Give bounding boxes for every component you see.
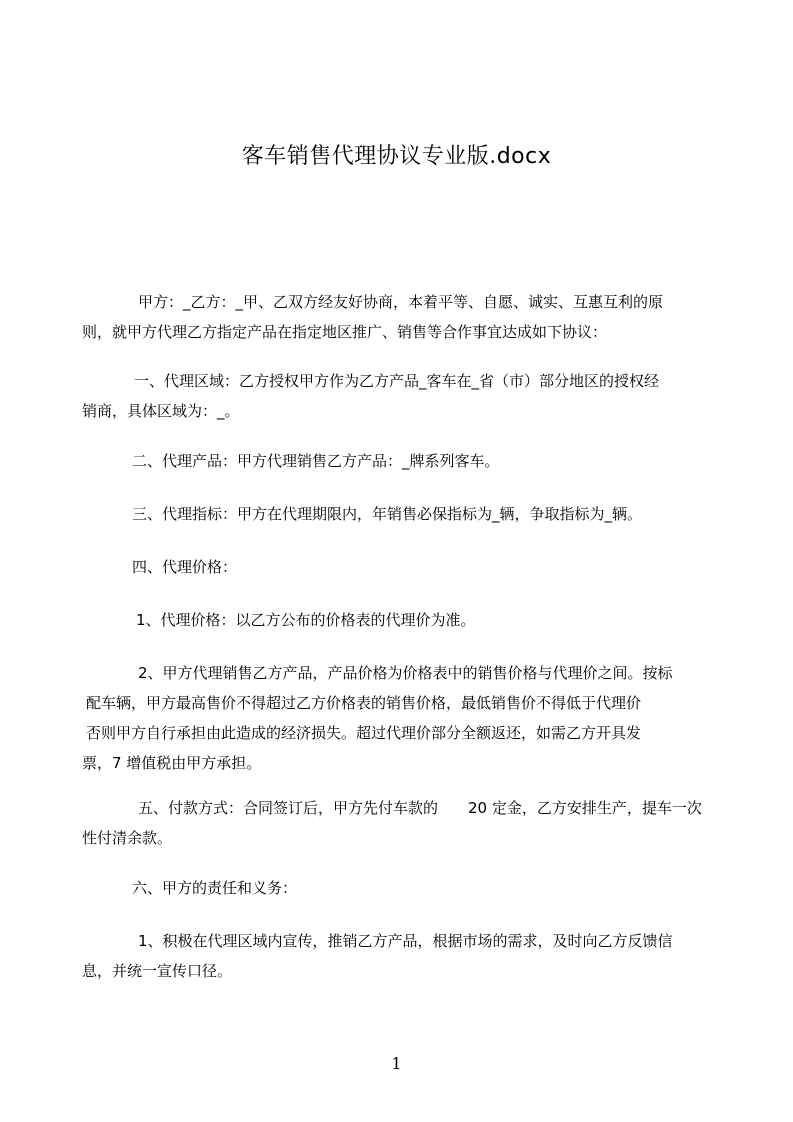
page-number: 1 xyxy=(391,1054,402,1073)
document-title: 客车销售代理协议专业版.docx xyxy=(241,144,552,169)
paragraph-line: 性付清余款。 xyxy=(82,829,173,847)
paragraph-targets xyxy=(132,499,712,529)
paragraph-line: 五、付款方式：合同签订后，甲方先付车款的 20 定金，乙方安排生产，提车一次 xyxy=(138,799,702,817)
paragraph-line: 四、代理价格： xyxy=(132,558,238,576)
paragraph-products xyxy=(132,446,712,476)
paragraph-pricing-heading xyxy=(132,552,712,582)
paragraph-parties xyxy=(82,287,712,347)
paragraph-line: 甲方：_乙方：_甲、乙双方经友好协商，本着平等、自愿、诚实、互惠互利的原 xyxy=(138,293,664,311)
paragraph-line: 六、甲方的责任和义务： xyxy=(132,879,298,897)
paragraph-duties-heading xyxy=(132,873,712,903)
paragraph-line: 二、代理产品：甲方代理销售乙方产品：_牌系列客车。 xyxy=(132,452,500,470)
paragraph-line: 配车辆，甲方最高售价不得超过乙方价格表的销售价格，最低销售价不得低于代理价 xyxy=(86,694,642,712)
paragraph-line: 一、代理区域：乙方授权甲方作为乙方产品_客车在_省（市）部分地区的授权经 xyxy=(134,372,660,390)
paragraph-line: 销商，具体区域为：_。 xyxy=(82,402,240,420)
paragraph-pricing-1 xyxy=(132,605,712,635)
paragraph-line: 1、积极在代理区域内宣传，推销乙方产品，根据市场的需求，及时向乙方反馈信 xyxy=(138,932,673,950)
paragraph-payment xyxy=(82,793,712,853)
paragraph-line: 则，就甲方代理乙方指定产品在指定地区推广、销售等合作事宜达成如下协议： xyxy=(82,323,608,341)
paragraph-line: 否则甲方自行承担由此造成的经济损失。超过代理价部分全额返还，如需乙方开具发 xyxy=(86,724,642,742)
paragraph-line: 1、代理价格：以乙方公布的价格表的代理价为准。 xyxy=(136,611,476,629)
paragraph-duty-1 xyxy=(82,926,712,986)
paragraph-pricing-2 xyxy=(82,658,712,778)
paragraph-line: 三、代理指标：甲方在代理期限内，年销售必保指标为_辆，争取指标为_辆。 xyxy=(132,505,643,523)
paragraph-line: 息，并统一宣传口径。 xyxy=(82,962,233,980)
paragraph-line: 票，7 增值税由甲方承担。 xyxy=(82,754,262,772)
paragraph-region xyxy=(82,366,712,426)
paragraph-line: 2、甲方代理销售乙方产品，产品价格为价格表中的销售价格与代理价之间。按标 xyxy=(138,664,673,682)
